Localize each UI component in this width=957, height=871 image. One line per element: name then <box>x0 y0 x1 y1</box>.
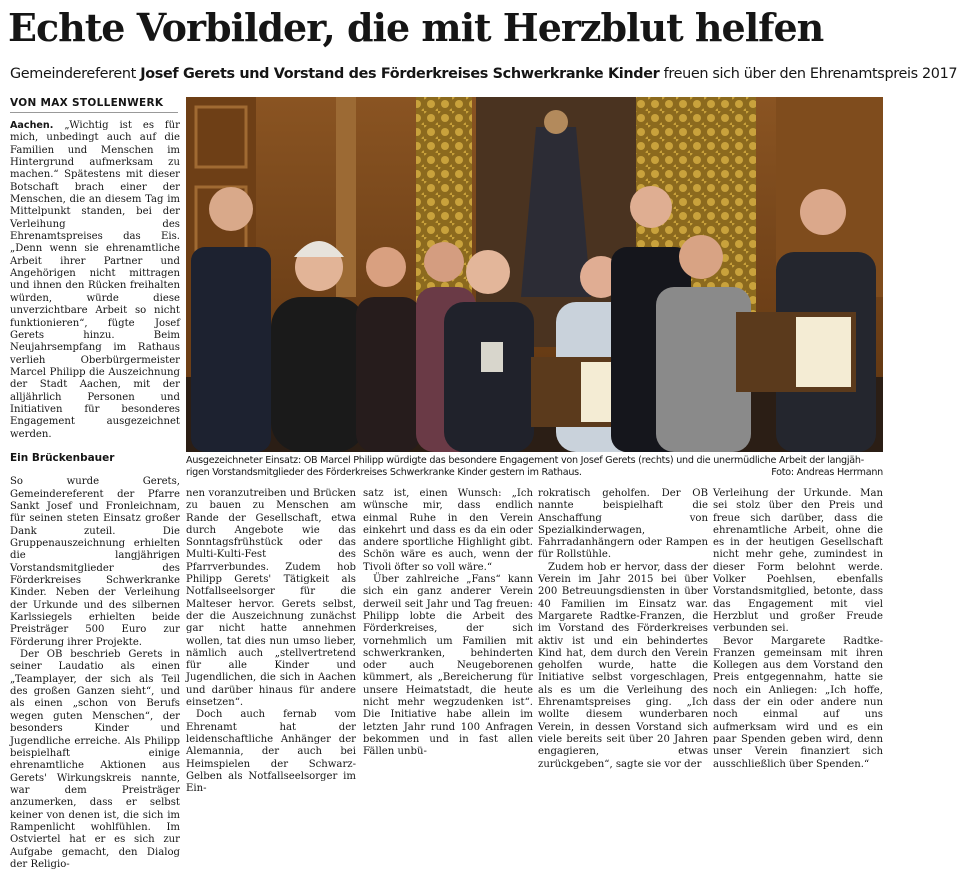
paragraph: Verleihung der Urkunde. Man sei stolz über den Preis und freue sich darüber, dass die ehrenamtliche Arbeit, ohne die es in der heutigen Gesellschaft nicht mehr gehe, zumindest in dieser Form belohnt werde. Volker Poehlsen, ebenfalls Vorstandsmitglied, betonte, dass das Engagement mit viel Herzblut und großer Freude verbunden sei. <box>713 488 883 635</box>
lead-text: „Wichtig ist es für mich, unbedingt auch auf die Familien und Menschen im Hintergrund aufmerksam zu machen.“ Spätestens mit dieser Botschaft brach einer der Menschen, die an diesem Tag im Mittelpunkt standen, bei der Verleihung des Ehrenamtspreises das Eis. „Denn wenn sie ehrenamtliche Arbeit ihrer Partner und Angehörigen nicht mittragen und ihnen den Rücken freihalten würden, würde diese unverzichtbare Arbeit so nicht funktionieren“, fügte Josef Gerets hinzu. Beim Neujahrsempfang im Rathaus verlieh Oberbürgermeister Marcel Philipp die Auszeichnung der Stadt Aachen, mit der alljährlich Personen und Initiativen für besonderes Engagement ausgezeichnet werden. <box>10 120 180 440</box>
dateline: Aachen. <box>10 120 54 131</box>
article-column-3 <box>363 488 533 758</box>
paragraph: So wurde Gerets, Gemeindereferent der Pfarre Sankt Josef und Fronleichnam, für seinen steten Einsatz großer Dank zuteil. Die Gruppenauszeichnung erhielten die langjährigen Vorstandsmitglieder des Förderkreises Schwerkranke Kinder. Neben der Verleihung der Urkunde und des silbernen Karlssiegels erhielten beide Preisträger 500 Euro zur Förderung ihrer Projekte. <box>10 476 180 648</box>
article-column-2 <box>186 488 356 795</box>
photo-caption <box>186 455 883 479</box>
photo-credit: Foto: Andreas Herrmann <box>771 467 883 478</box>
paragraph: nen voranzutreiben und Brücken zu bauen zu Menschen am Rande der Gesellschaft, etwa durch Angebote wie das Sonntagsfrühstück oder das Multi-Kulti-Fest des Pfarrverbundes. Zudem hob Philipp Gerets' Tätigkeit als Notfallseelsorger für die Malteser hervor. Gerets selbst, der die Auszeichnung zunächst gar nicht hatte annehmen wollen, tat dies nun umso lieber, nämlich auch „stellvertretend für alle Kinder und Jugendlichen, die sich in Aachen und darüber hinaus für andere einsetzen“. <box>186 488 356 709</box>
subheading: Ein Brückenbauer <box>10 451 115 464</box>
paragraph: Der OB beschrieb Gerets in seiner Laudatio als einen „Teamplayer, der sich als Teil des großen Ganzen sieht“, und als einen „schon von Berufs wegen guten Menschen“, der besonders Kinder und Jugendliche erreiche. Als Philipp beispielhaft einige ehrenamtliche Aktionen aus Gerets' Wirkungskreis nannte, war dem Preisträger anzumerken, dass er selbst keiner von denen ist, die sich im Rampenlicht wohlfühlen. Im Ostviertel hat er es sich zur Aufgabe gemacht, den Dialog der Religio- <box>10 649 180 870</box>
subheadline <box>10 64 957 84</box>
subhead-post: freuen sich über den Ehrenamtspreis 2017 <box>659 66 957 82</box>
subhead-pre: Gemeindereferent <box>10 66 141 82</box>
paragraph: satz ist, einen Wunsch: „Ich wünsche mir, dass endlich einmal Ruhe in den Verein einkehrt und dass es da ein oder andere sportliche Highlight gibt. Schön wäre es auch, wenn der Tivoli öfter so voll wäre.“ <box>363 488 533 573</box>
award-photo-illustration <box>186 97 883 452</box>
paragraph: Zudem hob er hervor, dass der Verein im Jahr 2015 bei über 200 Betreuungsdiensten in über 40 Familien im Einsatz war. Margarete Radtke-Franzen, die im Vorstand des Förderkreises aktiv ist und ein behindertes Kind hat, dem durch den Verein geholfen wurde, hatte die Initiative selbst vorgeschlagen, als es um die Verleihung des Ehrenamtspreises ging. „Ich wollte diesem wunderbaren Verein, in dessen Vorstand sich viele bereits seit über 20 Jahren engagieren, etwas zurückgeben“, sagte sie vor der <box>538 561 708 770</box>
caption-line-2 <box>186 467 883 479</box>
caption-text: rigen Vorstandsmitglieder des Förderkreises Schwerkranke Kinder gestern im Rathaus. <box>186 467 582 478</box>
article-column-4 <box>538 488 708 770</box>
byline: VON MAX STOLLENWERK <box>10 96 178 113</box>
paragraph: rokratisch geholfen. Der OB nannte beispielhaft die Anschaffung von Spezialkinderwagen, Fahrradanhängern oder Rampen für Rollstühle. <box>538 488 708 561</box>
paragraph: Über zahlreiche „Fans“ kann sich ein ganz anderer Verein derweil seit Jahr und Tag freuen: Philipp lobte die Arbeit des Förderkreises, der sich vornehmlich um Familien mit schwerkranken, behinderten oder auch Neugeborenen kümmert, als „Bereicherung für unsere Heimatstadt, die heute nicht mehr wegzudenken ist“. Die Initiative habe allein im letzten Jahr rund 100 Anfragen bekommen und in fast allen Fällen unbü- <box>363 574 533 758</box>
award-photo <box>186 97 883 452</box>
paragraph: Bevor Margarete Radtke-Franzen gemeinsam mit ihren Kollegen aus dem Vorstand den Preis entgegennahm, hatte sie noch ein Anliegen: „Ich hoffe, dass der ein oder andere nun noch einmal auf uns aufmerksam wird und es ein paar Spenden geben wird, denn unser Verein finanziert sich ausschließlich über Spenden.“ <box>713 635 883 770</box>
paragraph: Doch auch fernab vom Ehrenamt hat der leidenschaftliche Anhänger der Alemannia, der auch bei Heimspielen der Schwarz-Gelben als Notfallseelsorger im Ein- <box>186 709 356 795</box>
headline: Echte Vorbilder, die mit Herzblut helfen <box>8 5 824 50</box>
article-column-5 <box>713 488 883 770</box>
caption-line: Ausgezeichneter Einsatz: OB Marcel Philipp würdigte das besondere Engagement von Josef Gerets (rechts) und die unermüdliche Arbeit der langjäh- <box>186 455 864 466</box>
subhead-bold: Josef Gerets und Vorstand des Förderkreises Schwerkranke Kinder <box>140 66 660 82</box>
article-column-1 <box>10 120 180 871</box>
lead-paragraph <box>10 120 180 441</box>
